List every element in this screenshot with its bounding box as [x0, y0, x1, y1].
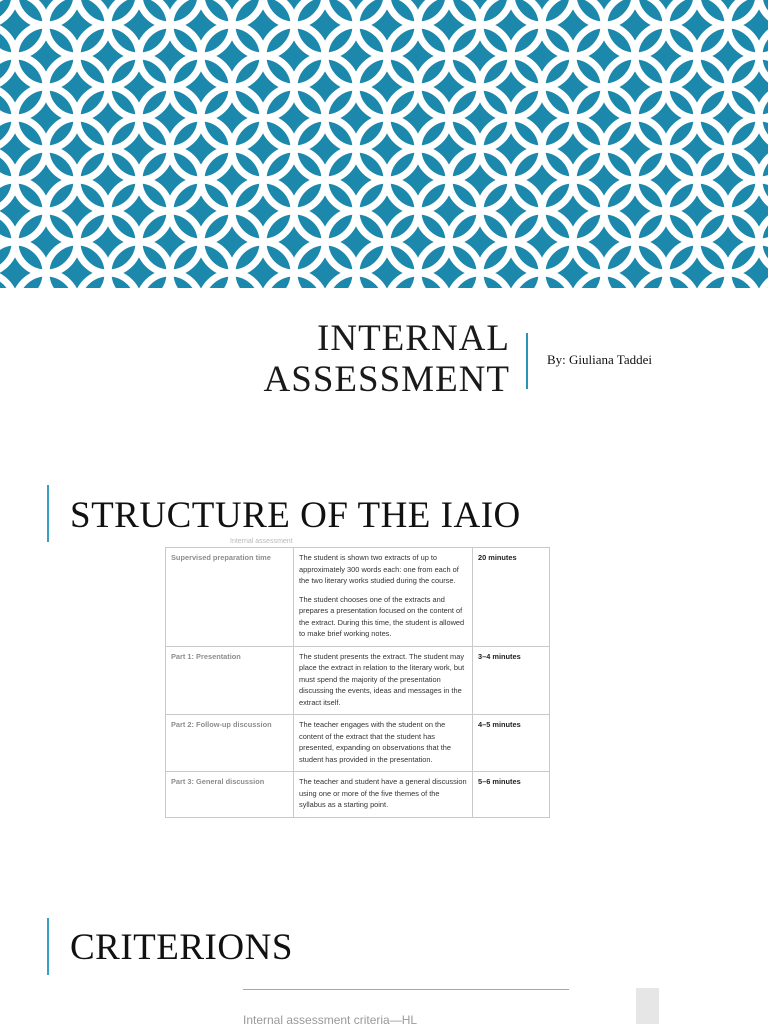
decorative-pattern-banner	[0, 0, 768, 288]
title-divider	[526, 333, 528, 389]
table-cell-time: 20 minutes	[473, 548, 550, 647]
scrollbar-track[interactable]	[636, 988, 659, 1024]
criteria-subheading: Internal assessment criteria—HL	[243, 1013, 418, 1027]
description-paragraph: The teacher engages with the student on the content of the extract that the student has presented, expanding on observations that the student has provided in the presentation.	[299, 720, 452, 764]
presentation-title	[230, 318, 510, 400]
description-paragraph: The student chooses one of the extracts and prepares a presentation focused on the content of the extract. During this time, the student is allowed to make brief working notes.	[299, 594, 465, 638]
table-row	[166, 772, 550, 818]
description-paragraph: The student is shown two extracts of up to approximately 300 words each: one from each of the two literary works studied during the course.	[299, 553, 459, 585]
table-caption: Internal assessment	[230, 538, 293, 545]
author-byline: By: Giuliana Taddei	[547, 352, 652, 367]
title-line-1: INTERNAL	[317, 318, 510, 359]
table-cell-description	[294, 715, 473, 772]
table-cell-part: Part 2: Follow-up discussion	[166, 715, 294, 772]
description-paragraph: The teacher and student have a general discussion using one or more of the five themes of the syllabus as a starting point.	[299, 777, 467, 809]
table-cell-description	[294, 646, 473, 715]
description-paragraph: The student presents the extract. The student may place the extract in relation to the literary work, but must spend the majority of the presentation discussing the events, ideas and messages in the extract itself.	[299, 651, 465, 707]
table-cell-time: 5–6 minutes	[473, 772, 550, 818]
table-row	[166, 548, 550, 647]
table-cell-part: Supervised preparation time	[166, 548, 294, 647]
table-cell-part: Part 1: Presentation	[166, 646, 294, 715]
criteria-divider	[243, 989, 569, 990]
table-cell-description	[294, 772, 473, 818]
table-cell-part: Part 3: General discussion	[166, 772, 294, 818]
interlocking-circles-pattern	[0, 0, 768, 288]
table-cell-description	[294, 548, 473, 647]
slide2-heading: STRUCTURE OF THE IAIO	[70, 495, 521, 536]
table-cell-time: 4–5 minutes	[473, 715, 550, 772]
slide3-accent-bar	[47, 918, 49, 975]
iaio-structure-table	[165, 547, 550, 818]
table-cell-time: 3–4 minutes	[473, 646, 550, 715]
slide3-heading: CRITERIONS	[70, 927, 293, 968]
table-row	[166, 646, 550, 715]
title-line-2: ASSESSMENT	[263, 359, 510, 400]
table-row	[166, 715, 550, 772]
slide2-accent-bar	[47, 485, 49, 542]
